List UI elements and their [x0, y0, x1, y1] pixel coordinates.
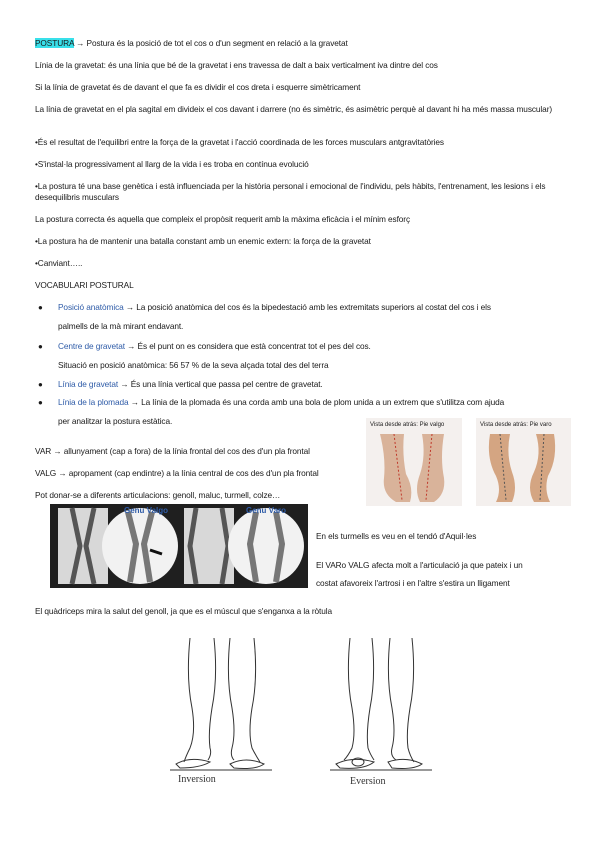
varo-valg-text-2: costat afavoreix l'artrosi i en l'altre s'estira un lligament — [316, 578, 510, 588]
paragraph-pla-sagital: La línia de gravetat en el pla sagital em divideix el cos davant i darrere (no és simètric, és asimètric perquè al davant hi ha més massa muscular) — [35, 104, 553, 114]
vocab-continuation: Situació en posició anatòmica: 56 57 % de la seva alçada total des del terra — [58, 360, 329, 370]
bullet-dot: ● — [38, 398, 43, 407]
var-definition: VAR → allunyament (cap a fora) de la línia frontal del cos des d'un pla frontal — [35, 446, 310, 456]
turmells-text: En els turmells es veu en el tendó d'Aquil·les — [316, 531, 477, 541]
paragraph-canviant: •Canviant….. — [35, 258, 83, 268]
vocab-item-posicio — [58, 302, 491, 313]
bullet-dot: ● — [38, 303, 43, 312]
vocab-definition: → És una línia vertical que passa pel centre de gravetat. — [118, 379, 323, 389]
label-pie-valgo: Vista desde atrás: Pie valgo — [370, 422, 445, 428]
eversion-legs-image — [330, 638, 432, 770]
vocab-term: Centre de gravetat — [58, 341, 125, 351]
paragraph-genetica: •La postura té una base genètica i està influenciada per la història personal i emocional de l'individu, pels hàbits, l'entrenament, les lesions i els desequilibris musculars — [35, 181, 546, 202]
label-genu-varo: Genu Varo — [246, 506, 287, 515]
knee-figure — [50, 504, 308, 588]
vocab-definition: → La posició anatòmica del cos és la bipedestació amb les extremitats superiors al costat del cos i els — [123, 302, 491, 312]
inversion-eversion-figure — [160, 638, 440, 790]
label-inversion: Inversion — [178, 774, 216, 785]
varo-valg-text-1: El VARo VALG afecta molt a l'articulació ja que pateix i un — [316, 560, 523, 570]
vocab-item-centre — [58, 341, 371, 352]
vocab-item-linia — [58, 379, 323, 390]
paragraph-evolucio: •S'instal·la progressivament al llarg de la vida i es troba en contínua evolució — [35, 159, 309, 169]
feet-figure — [366, 418, 571, 506]
paragraph-batalla: •La postura ha de mantenir una batalla constant amb un enemic extern: la força de la gravetat — [35, 236, 371, 246]
vocab-term: Línia de gravetat — [58, 379, 119, 389]
postura-definition: → Postura és la posició de tot el cos o d'un segment en relació a la gravetat — [73, 38, 348, 48]
paragraph-simetria: Si la línia de gravetat és de davant el que fa es dividir el cos dreta i esquerre simètricament — [35, 82, 361, 92]
vocab-continuation: per analitzar la postura estàtica. — [58, 416, 173, 426]
paragraph-equilibri: •És el resultat de l'equilibri entre la força de la gravetat i l'acció coordinada de les forces musculars antgravitatòries — [35, 137, 444, 147]
inversion-legs-image — [170, 638, 272, 770]
label-genu-valgo: Genu Valgo — [124, 506, 169, 515]
vocab-term: Línia de la plomada — [58, 397, 129, 407]
vocab-definition: → La línia de la plomada és una corda amb una bola de plom unida a un extrem que s'utilitza com ajuda — [128, 397, 505, 407]
vocab-definition: → És el punt on es considera que està concentrat tot el pes del cos. — [124, 341, 371, 351]
label-pie-varo: Vista desde atrás: Pie varo — [480, 422, 552, 428]
paragraph-postura-correcta: La postura correcta és aquella que compleix el propòsit requerit amb la màxima eficàcia i el mínim esforç — [35, 214, 411, 224]
paragraph-linia-gravetat: Línia de la gravetat: és una línia que bé de la gravetat i ens travessa de dalt a baix verticalment iva dintre del cos — [35, 60, 438, 70]
bullet-dot: ● — [38, 342, 43, 351]
bullet-dot: ● — [38, 380, 43, 389]
vocab-item-plomada — [58, 397, 504, 408]
section-heading-vocabulari: VOCABULARI POSTURAL — [35, 280, 134, 290]
valg-definition: VALG → apropament (cap endintre) a la línia central de cos des d'un pla frontal — [35, 468, 319, 478]
postura-line — [35, 38, 348, 49]
postura-term: POSTURA — [35, 38, 74, 48]
articulacions-line: Pot donar-se a diferents articulacions: genoll, maluc, turmell, colze… — [35, 490, 281, 500]
vocab-term: Posició anatòmica — [58, 302, 124, 312]
vocab-continuation: palmells de la mà mirant endavant. — [58, 321, 184, 331]
quadriceps-text: El quàdriceps mira la salut del genoll, ja que es el múscul que s'enganxa a la ròtula — [35, 606, 333, 616]
label-eversion: Eversion — [350, 776, 386, 787]
